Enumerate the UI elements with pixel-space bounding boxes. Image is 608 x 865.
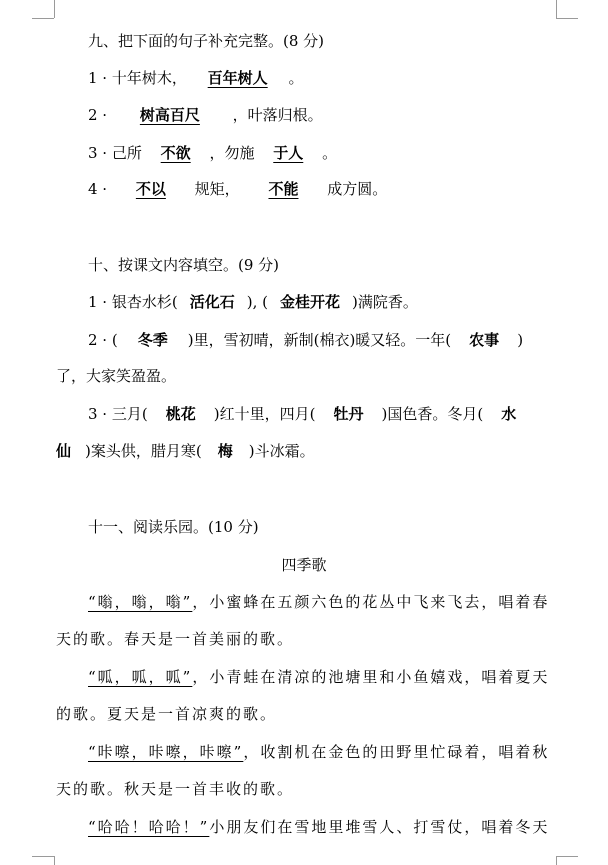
s9-item-mid: ，勿施 xyxy=(209,144,255,162)
reading-quote: “呱，呱，呱” xyxy=(88,668,193,686)
s9-item-num: 3 · xyxy=(88,144,108,162)
s10-answer: 水 xyxy=(501,405,517,423)
s10-text: )里，雪初晴，新制(棉衣)暖又轻。一年( xyxy=(187,331,452,349)
s9-item-post: 。 xyxy=(322,144,338,162)
s9-answer-2: 于人 xyxy=(273,144,304,162)
s9-answer: 不以 xyxy=(135,180,166,198)
reading-text: 小朋友们在雪地里堆雪人、打雪仗，唱着冬天 xyxy=(209,818,550,836)
section10-heading: 十、按课文内容填空。(9 分) xyxy=(88,256,280,274)
s10-item-3-line2 xyxy=(56,441,315,461)
s9-answer: 百年树人 xyxy=(207,69,268,87)
s10-text: ) xyxy=(517,331,524,349)
s10-answer: 仙 xyxy=(56,442,72,460)
s10-answer: 梅 xyxy=(217,442,233,460)
reading-para-2-line1 xyxy=(88,667,549,687)
s10-answer: 牡丹 xyxy=(333,405,364,423)
s10-text: )国色香。冬月( xyxy=(381,405,484,423)
reading-text: ，小青蛙在清凉的池塘里和小鱼嬉戏，唱着夏天 xyxy=(192,668,550,686)
reading-quote: “哈哈！哈哈！” xyxy=(88,818,210,836)
s10-answer: 冬季 xyxy=(137,331,168,349)
s9-item-2 xyxy=(88,105,323,125)
s9-item-post: 成方圆。 xyxy=(327,180,388,198)
poem-title: 四季歌 xyxy=(281,556,327,574)
reading-quote: “咔嚓，咔嚓，咔嚓” xyxy=(88,743,244,761)
crop-mark-top-right-v xyxy=(556,0,557,18)
s9-answer: 树高百尺 xyxy=(139,106,200,124)
s10-text: )红十里，四月( xyxy=(213,405,316,423)
reading-para-1-line1 xyxy=(88,592,549,612)
s9-answer-2: 不能 xyxy=(268,180,299,198)
section11-heading: 十一、阅读乐园。(10 分) xyxy=(88,518,259,536)
s10-text: )满院香。 xyxy=(352,293,418,311)
crop-mark-bottom-right-v xyxy=(556,856,557,865)
s10-text: ), ( xyxy=(246,293,268,311)
s9-item-3 xyxy=(88,143,337,163)
s10-item-2-line2 xyxy=(56,366,176,386)
s10-item-2-line1 xyxy=(88,330,523,350)
reading-para-3-line2: 天的歌。秋天是一首丰收的歌。 xyxy=(56,780,295,798)
s10-text: )斗冰霜。 xyxy=(248,442,315,460)
s9-item-pre: 己所 xyxy=(111,144,142,162)
s10-item-num: 1 · xyxy=(88,293,108,311)
s9-item-4 xyxy=(88,179,387,199)
crop-mark-top-right-h xyxy=(556,18,578,19)
s9-item-num: 4 · xyxy=(88,180,108,198)
s9-item-num: 2 · xyxy=(88,106,108,124)
s9-item-post: ，叶落归根。 xyxy=(232,106,323,124)
s10-text: 银杏水杉( xyxy=(111,293,178,311)
s10-text: )案头供，腊月寒( xyxy=(85,442,202,460)
crop-mark-bottom-left-v xyxy=(54,856,55,865)
reading-text: ，小蜜蜂在五颜六色的花丛中飞来飞去，唱着春 xyxy=(192,593,550,611)
s10-answer: 金桂开花 xyxy=(280,293,341,311)
crop-mark-top-left-h xyxy=(32,18,54,19)
s10-text: 三月( xyxy=(111,405,148,423)
s10-item-num: 3 · xyxy=(88,405,108,423)
reading-para-3-line1 xyxy=(88,742,549,762)
s10-item-1 xyxy=(88,292,418,312)
s9-answer: 不欲 xyxy=(160,144,191,162)
crop-mark-top-left-v xyxy=(54,0,55,18)
section9-heading: 九、把下面的句子补充完整。(8 分) xyxy=(88,32,325,50)
crop-mark-bottom-right-h xyxy=(556,856,578,857)
s9-item-pre: 十年树木， xyxy=(111,69,187,87)
s10-answer: 桃花 xyxy=(165,405,196,423)
s9-item-mid: 规矩， xyxy=(194,180,240,198)
s10-item-3-line1 xyxy=(88,404,516,424)
s10-answer: 活化石 xyxy=(189,293,235,311)
reading-quote: “嗡，嗡，嗡” xyxy=(88,593,193,611)
s10-item-num: 2 · xyxy=(88,331,108,349)
reading-text: ，收割机在金色的田野里忙碌着，唱着秋 xyxy=(243,743,550,761)
reading-para-2-line2: 的歌。夏天是一首凉爽的歌。 xyxy=(56,705,278,723)
s9-item-post: 。 xyxy=(288,69,304,87)
s9-item-1 xyxy=(88,68,303,88)
crop-mark-bottom-left-h xyxy=(32,856,54,857)
s9-item-num: 1 · xyxy=(88,69,108,87)
reading-para-1-line2: 天的歌。春天是一首美丽的歌。 xyxy=(56,630,295,648)
reading-para-4-line1 xyxy=(88,817,549,837)
s10-text: ( xyxy=(111,331,118,349)
s10-text: 了，大家笑盈盈。 xyxy=(56,367,177,385)
s10-answer: 农事 xyxy=(469,331,500,349)
